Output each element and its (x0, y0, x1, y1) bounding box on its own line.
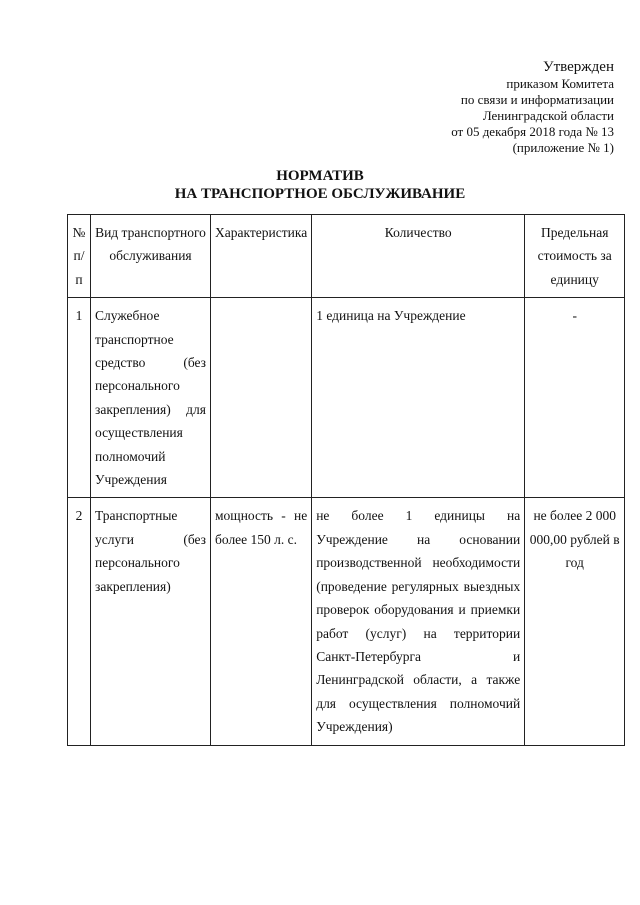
cell-characteristic (211, 298, 312, 498)
approval-line: Ленинградской области (482, 108, 614, 123)
cell-price: не более 2 000 000,00 рублей в год (525, 498, 625, 745)
cell-quantity: 1 единица на Учреждение (312, 298, 525, 498)
cell-type: Транспортные услуги (без персонального закрепления) (91, 498, 211, 745)
approval-line: приказом Комитета (506, 76, 614, 91)
approval-block (451, 58, 614, 156)
cell-type: Служебное транспортное средство (без персонального закрепления) для осуществления полномочий Учреждения (91, 298, 211, 498)
table-row (68, 298, 625, 498)
title-line: НА ТРАНСПОРТНОЕ ОБСЛУЖИВАНИЕ (174, 186, 466, 202)
cell-price: - (525, 298, 625, 498)
norm-table (67, 214, 625, 746)
approval-line: от 05 декабря 2018 года № 13 (451, 124, 614, 139)
header-quantity: Количество (312, 215, 525, 298)
approval-line: (приложение № 1) (512, 140, 614, 155)
table-header-row (68, 215, 625, 298)
approval-line: по связи и информатизации (460, 92, 614, 107)
cell-characteristic: мощность - не более 150 л. с. (211, 498, 312, 745)
table-row (68, 498, 625, 745)
cell-num: 2 (68, 498, 91, 745)
header-num: № п/п (68, 215, 91, 298)
cell-quantity: не более 1 единицы на Учреждение на основании производственной необходимости (проведение регулярных выездных проверок оборудования и приемки работ (услуг) на территории Санкт-Петербурга и Ленинградской области, а также для осуществления полномочий Учреждения) (312, 498, 525, 745)
header-type: Вид транспортного обслуживания (91, 215, 211, 298)
title-line: НОРМАТИВ (276, 168, 364, 184)
header-price: Предельная стоимость за единицу (525, 215, 625, 298)
header-characteristic: Характеристика (211, 215, 312, 298)
document-title (0, 167, 640, 203)
approval-line: Утвержден (542, 59, 614, 75)
cell-num: 1 (68, 298, 91, 498)
